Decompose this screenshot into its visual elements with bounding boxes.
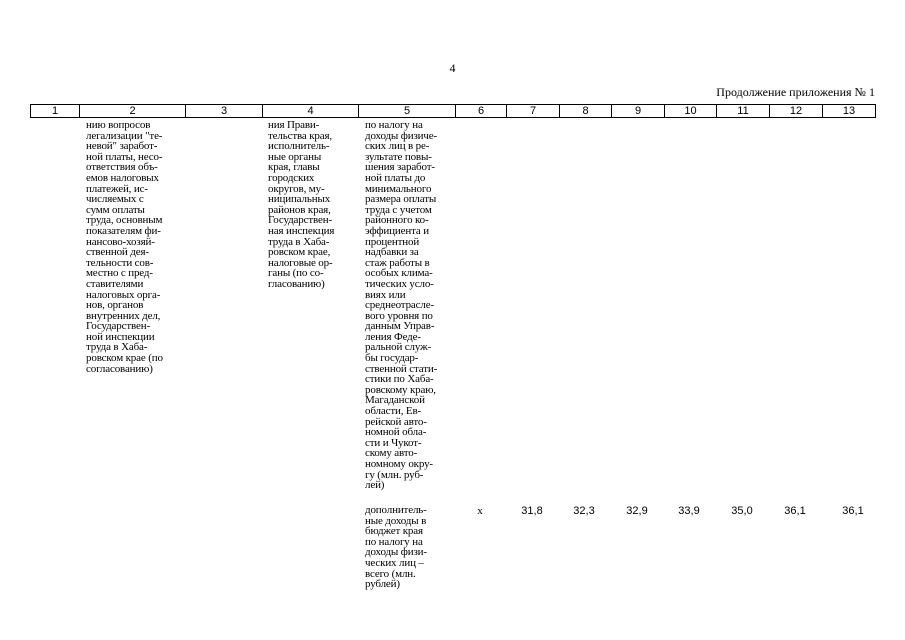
value-col-11: 35,0 (731, 505, 753, 517)
column-header-3: 3 (185, 104, 262, 118)
page-number: 4 (449, 61, 456, 75)
column-header-1: 1 (30, 104, 79, 118)
column-header-9: 9 (611, 104, 664, 118)
value-col-6: x (477, 505, 483, 517)
column-header-4: 4 (262, 104, 358, 118)
value-col-13: 36,1 (842, 505, 864, 517)
value-col-8: 32,3 (573, 505, 595, 517)
cell-indicator-income-tax: по налогу на доходы физиче- ских лиц в ре- зультате повы- шения заработ- ной платы до минимального размера оплаты труда с учетом районного ко- эффициента и процентной надбавки за стаж работы в особых клима- тических усло- виях или среднеотрасле- вого уровня по данным Управ- ления Феде- ральной служ- бы государ- ственной стати- стики по Хаба- ровскому краю, Магаданской области, Ев- рейской авто- номной обла- сти и Чукот- скому авто- номному окру- гу (млн. руб- лей) (365, 119, 438, 492)
value-col-7: 31,8 (521, 505, 543, 517)
cell-measure-description: нию вопросов легализации "те- невой" заработ- ной платы, несо- ответствия объ- емов налоговых платежей, ис- числяемых с сумм оплаты труда, основным показателям фи- нансово-хозяй- ственной дея- тельности сов- местно с пред- ставителями налоговых орга- нов, органов внутренних дел, Государствен- ной инспекции труда в Хаба- ровском крае (по согласованию) (86, 119, 163, 375)
value-col-12: 36,1 (784, 505, 806, 517)
column-header-13: 13 (822, 104, 876, 118)
value-col-9: 32,9 (626, 505, 648, 517)
column-header-6: 6 (455, 104, 506, 118)
column-header-10: 10 (664, 104, 716, 118)
column-header-2: 2 (79, 104, 185, 118)
column-header-12: 12 (769, 104, 822, 118)
column-header-8: 8 (559, 104, 611, 118)
column-header-7: 7 (506, 104, 559, 118)
appendix-continuation-note: Продолжение приложения № 1 (716, 85, 875, 99)
value-col-10: 33,9 (678, 505, 700, 517)
cell-responsible-executors: ния Прави- тельства края, исполнитель- ные органы края, главы городских округов, му- ниципальных районов края, Государствен- ная инспекция труда в Хаба- ровском крае, налоговые ор- ганы (по со- гласованию) (268, 119, 335, 290)
cell-indicator-additional-revenue: дополнитель- ные доходы в бюджет края по налогу на доходы физи- ческих лиц – всего (млн. рублей) (365, 504, 427, 591)
column-header-5: 5 (358, 104, 455, 118)
column-header-11: 11 (716, 104, 769, 118)
